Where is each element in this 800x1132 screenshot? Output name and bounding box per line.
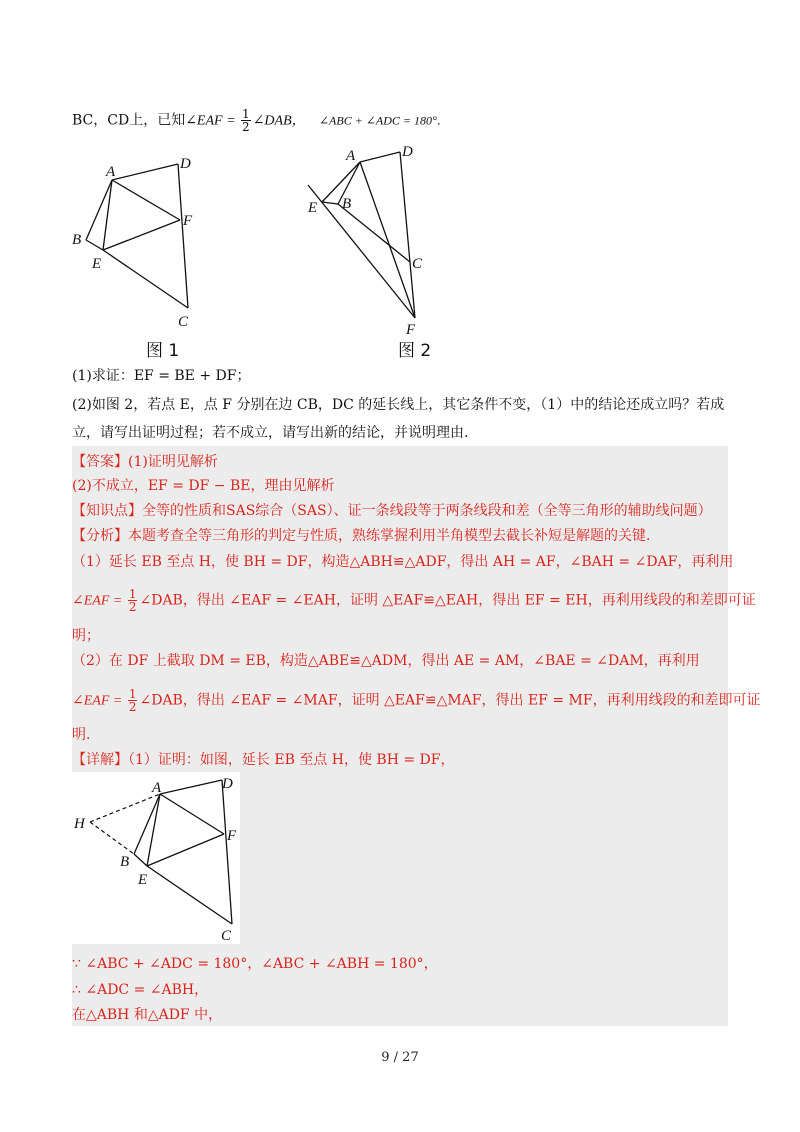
- given-angle-dab: ∠DAB，: [252, 113, 306, 129]
- figure-3: [72, 772, 240, 944]
- p1-frac-den: 2: [128, 600, 137, 614]
- frac-num: 1: [242, 107, 250, 121]
- analysis-p1-line1: （1）延长 EB 至点 H，使 BH = DF，构造△ABH≌△ADF，得出 AH = AF，∠BAH = ∠DAF，再利用: [72, 554, 734, 570]
- figure-2-caption: 图 2: [398, 341, 432, 361]
- answer-text-1: (1)证明见解析: [128, 454, 218, 470]
- answer-tag: 【答案】: [72, 454, 128, 470]
- figure-1: [70, 150, 210, 330]
- frac-den: 2: [242, 120, 250, 134]
- analysis-p2-line2: [72, 688, 761, 713]
- analysis-p2-line1: （2）在 DF 上截取 DM = EB，构造△ABE≌△ADM，得出 AE = AM，∠BAE = ∠DAM，再利用: [72, 653, 700, 669]
- fig1-label-f: F: [183, 213, 193, 229]
- analysis-line: [72, 526, 650, 546]
- fig3-label-h: H: [74, 816, 85, 832]
- fig2-label-c: C: [412, 256, 423, 272]
- p1-frac-num: 1: [128, 587, 137, 601]
- figure-1-svg: [70, 150, 210, 330]
- fig1-label-d: D: [180, 156, 191, 172]
- analysis-p1-rest: ∠DAB，得出 ∠EAF = ∠EAH，证明 △EAF≌△EAH，得出 EF = EH，再利用线段的和差即可证: [139, 592, 756, 609]
- fig1-label-c: C: [178, 314, 189, 330]
- analysis-p1-eaf: ∠EAF =: [72, 593, 126, 609]
- fig3-label-b: B: [120, 854, 130, 870]
- given-fraction: [241, 108, 251, 133]
- knowledge-line: [72, 501, 712, 521]
- fig2-label-e: E: [308, 200, 318, 216]
- p2-frac-num: 1: [128, 687, 137, 701]
- figure-1-caption: 图 1: [146, 341, 180, 361]
- fig1-label-e: E: [92, 256, 102, 272]
- detail-line: [72, 750, 455, 770]
- fig2-label-d: D: [402, 144, 413, 160]
- fig2-label-a: A: [346, 148, 356, 164]
- analysis-p2-fraction: [128, 688, 138, 713]
- p2-frac-den: 2: [128, 700, 137, 714]
- fig3-label-f: F: [227, 828, 237, 844]
- analysis-tag: 【分析】: [72, 528, 128, 544]
- analysis-p2-rest: ∠DAB，得出 ∠EAF = ∠MAF，证明 △EAF≌△MAF，得出 EF = MF，再利用线段的和差即可证: [139, 692, 761, 709]
- given-prefix: BC，CD上，已知: [72, 112, 186, 129]
- given-line: [72, 108, 449, 133]
- analysis-text: 本题考查全等三角形的判定与性质，熟练掌握利用半角模型去截长补短是解题的关键.: [128, 528, 651, 544]
- proof-line1: ∵ ∠ABC + ∠ADC = 180°，∠ABC + ∠ABH = 180°，: [72, 956, 438, 972]
- analysis-p2-line3: 明.: [72, 727, 91, 743]
- analysis-p1-line2: [72, 588, 756, 613]
- page-number: 9 / 27: [381, 1050, 419, 1065]
- answer-line2: (2)不成立，EF = DF − BE，理由见解析: [72, 478, 335, 494]
- knowledge-text: 全等的性质和SAS综合（SAS）、证一条线段等于两条线段和差（全等三角形的辅助线问题）: [142, 503, 712, 519]
- detail-text: （1）证明：如图，延长 EB 至点 H，使 BH = DF，: [128, 752, 455, 768]
- answer-line1: [72, 452, 218, 472]
- figure-2-svg: [300, 140, 440, 340]
- question-1: (1)求证：EF = BE + DF；: [72, 368, 251, 384]
- knowledge-tag: 【知识点】: [72, 503, 142, 519]
- analysis-p1-fraction: [128, 588, 138, 613]
- figure-3-svg: [72, 772, 240, 944]
- given-angle-sum: ∠ABC + ∠ADC = 180°．: [319, 113, 449, 128]
- fig1-label-b: B: [72, 232, 82, 248]
- proof-line2: ∴ ∠ADC = ∠ABH，: [72, 982, 209, 998]
- fig3-label-d: D: [222, 776, 233, 792]
- question-2-line2: 立，请写出证明过程；若不成立，请写出新的结论，并说明理由.: [72, 425, 469, 441]
- fig3-label-e: E: [138, 872, 148, 888]
- fig3-label-a: A: [152, 780, 162, 796]
- fig1-label-a: A: [106, 164, 116, 180]
- proof-line3: 在△ABH 和△ADF 中，: [72, 1007, 223, 1023]
- fig2-label-b: B: [342, 196, 352, 212]
- analysis-p1-line3: 明；: [72, 628, 100, 644]
- detail-tag: 【详解】: [72, 752, 128, 768]
- fig2-label-f: F: [406, 322, 416, 338]
- given-angle-eaf: ∠EAF =: [185, 113, 240, 129]
- analysis-p2-eaf: ∠EAF =: [72, 693, 126, 709]
- figure-2: [300, 140, 440, 340]
- fig3-label-c: C: [221, 928, 232, 944]
- question-2-line1: (2)如图 2，若点 E，点 F 分别在边 CB，DC 的延长线上，其它条件不变，（1）中的结论还成立吗？若成: [72, 397, 725, 413]
